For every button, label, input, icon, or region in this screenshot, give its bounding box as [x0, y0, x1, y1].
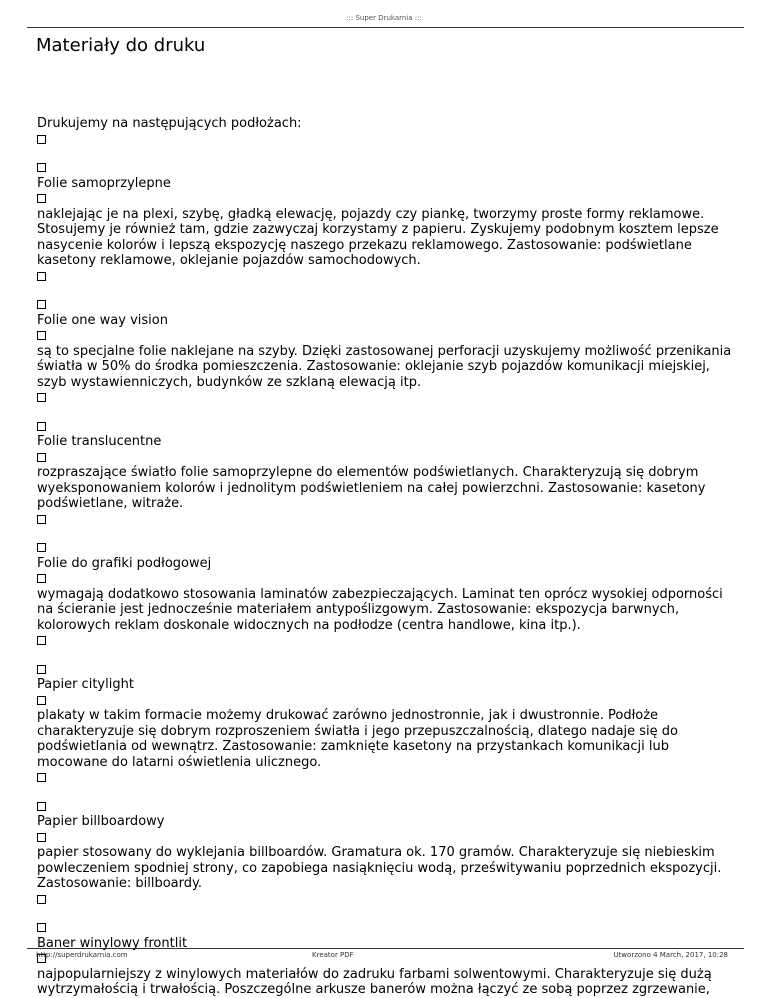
checkbox-icon — [37, 515, 46, 524]
material-name: Folie one way vision — [37, 312, 168, 328]
material-name: Folie translucentne — [37, 434, 162, 449]
checkbox-icon — [37, 331, 46, 340]
checkbox-icon — [37, 802, 46, 811]
material-description: plakaty w takim formacie możemy drukować zarówno jednostronnie, jak i dwustronnie. Podłoże charakteryzuje się dobrym rozproszeniem światła i jego przepuszczalnością, dlatego nadaje się do podświetlania od wewnątrz. Zastosowanie: zamknięte kasetony na przystankach komunikacji lub mocowane do latarni oświetlenia ulicznego. — [37, 708, 679, 770]
checkbox-icon — [37, 300, 46, 309]
checkbox-icon — [37, 923, 46, 932]
footer-divider — [27, 948, 744, 949]
checkbox-icon — [37, 135, 46, 144]
material-item — [37, 297, 737, 406]
content — [37, 116, 737, 998]
checkbox-icon — [37, 422, 46, 431]
material-name: Folie do grafiki podłogowej — [37, 555, 212, 571]
material-item — [37, 662, 737, 786]
footer-url: http://superdrukarnia.com — [36, 951, 128, 959]
material-description: rozpraszające światło folie samoprzylepne do elementów podświetlanych. Charakteryzują się dobrym wyeksponowaniem kolorów i jednolitym podświetleniem na całej powierzchni. Zastosowanie: kasetony podświetlane, witraże. — [37, 465, 706, 511]
header-divider — [27, 27, 744, 28]
checkbox-icon — [37, 665, 46, 674]
intro-text: Drukujemy na następujących podłożach: — [37, 116, 302, 131]
checkbox-icon — [37, 895, 46, 904]
site-header: ::: Super Drukarnia ::: — [346, 14, 422, 22]
checkbox-icon — [37, 393, 46, 402]
material-item — [37, 160, 737, 284]
checkbox-icon — [37, 773, 46, 782]
footer-date: Utworzono 4 March, 2017, 10:28 — [613, 951, 728, 959]
checkbox-icon — [37, 833, 46, 842]
checkbox-icon — [37, 272, 46, 281]
checkbox-icon — [37, 696, 46, 705]
material-description: są to specjalne folie naklejane na szyby. Dzięki zastosowanej perforacji uzyskujemy możliwość przenikania światła w 50% do środka pomieszczenia. Zastosowanie: oklejanie szyb pojazdów komunikacji miejskiej, szyb wystawienniczych, budynków ze szklaną elewacją itp. — [37, 343, 732, 390]
checkbox-icon — [37, 194, 46, 203]
material-name: Papier billboardowy — [37, 814, 165, 829]
material-description: najpopularniejszy z winylowych materiałów do zadruku farbami solwentowymi. Charakteryzuje się dużą wytrzymałością i trwałością. Poszczególne arkusze banerów można łączyć ze sobą poprzez zgrzewanie, — [37, 966, 712, 997]
material-description: wymagają dodatkowo stosowania laminatów zabezpieczających. Laminat ten oprócz wysokiej odporności na ścieranie jest jednocześnie materiałem antypoślizgowym. Zastosowanie: ekspozycja barwnych, kolorowych reklam doskonale widocznych na podłodze (centra handlowe, kina itp.). — [37, 586, 723, 633]
material-description: papier stosowany do wyklejania billboardów. Gramatura ok. 170 gramów. Charakteryzuje się niebieskim powleczeniem spodniej strony, co zapobiega nasiąknięciu wodą, prześwitywaniu poprzednich ekspozycji. Zastosowanie: billboardy. — [37, 845, 722, 891]
checkbox-icon — [37, 636, 46, 645]
material-name: Folie samoprzylepne — [37, 175, 171, 191]
page-title: Materiały do druku — [36, 35, 206, 56]
checkbox-icon — [37, 453, 46, 462]
checkbox-icon — [37, 163, 46, 172]
footer-generator: Kreator PDF — [312, 951, 354, 959]
material-item — [37, 419, 737, 528]
material-name: Baner winylowy frontlit — [37, 935, 188, 951]
checkbox-icon — [37, 574, 46, 583]
checkbox-icon — [37, 543, 46, 552]
material-description: naklejając je na plexi, szybę, gładką elewację, pojazdy czy piankę, tworzymy proste formy reklamowe. Stosujemy je również tam, gdzie zazwyczaj korzystamy z papieru. Zyskujemy podobnym kosztem lepsze nasycenie kolorów i lepszą ekspozycję naszego przekazu reklamowego. Zastosowanie: podświetlane kasetony reklamowe, oklejanie pojazdów samochodowych. — [37, 206, 719, 268]
material-name: Papier citylight — [37, 677, 134, 692]
material-item — [37, 540, 737, 649]
material-item — [37, 799, 737, 908]
